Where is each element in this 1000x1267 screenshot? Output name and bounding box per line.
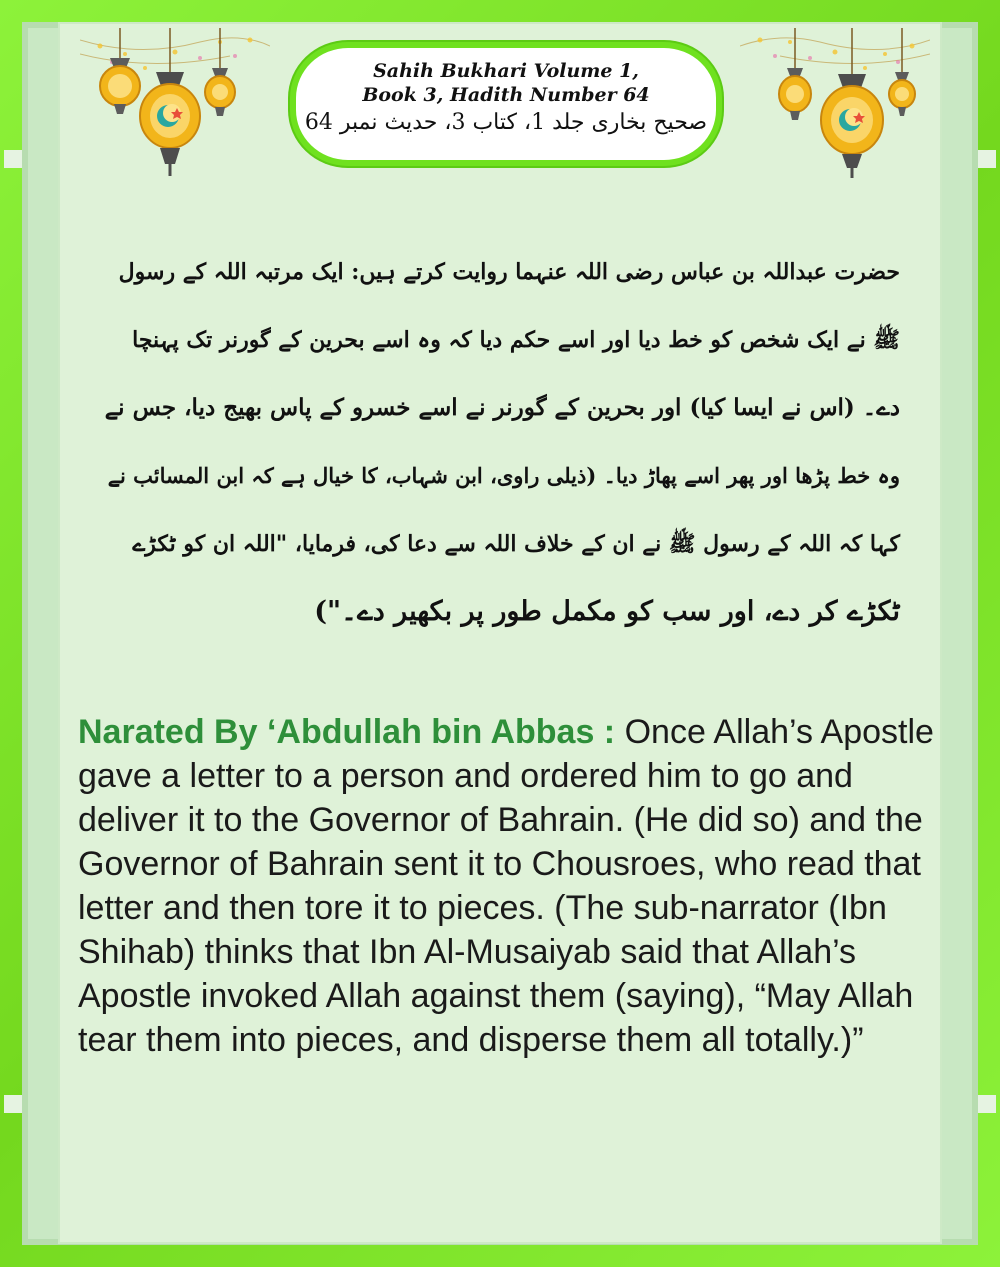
lantern-icon: [779, 28, 811, 120]
urdu-hadith-text: [100, 238, 900, 646]
book-title-line1: Sahih Bukhari Volume 1,: [373, 60, 639, 82]
lantern-decoration-right: [740, 28, 930, 178]
urdu-line: وہ خط پڑھا اور پھر اسے پھاڑ دیا۔ (ذیلی راوی، ابن شہاب، کا خیال ہے کہ ابن المسائب نے: [107, 463, 900, 488]
frame-notch: [4, 150, 22, 168]
urdu-line: دے۔ (اس نے ایسا کیا) اور بحرین کے گورنر نے اسے خسرو کے پاس بھیج دیا، جس نے: [104, 394, 900, 421]
urdu-line: کہا کہ اللہ کے رسول ﷺ نے ان کے خلاف اللہ سے دعا کی، فرمایا، "اللہ ان کو ٹکڑے: [132, 531, 900, 557]
frame-notch: [978, 150, 996, 168]
english-hadith-body: Once Allah’s Apostle gave a letter to a person and ordered him to go and deliver it to the Governor of Bahrain. (He did so) and the Governor of Bahrain sent it to Chousroes, who read that letter and then tore it to pieces. (The sub-narrator (Ibn Shihab) thinks that Ibn Al-Musaiyab said that Allah’s Apostle invoked Allah against them (saying), “May Allah tear them into pieces, and disperse them all totally.)”: [78, 713, 934, 1059]
lantern-icon: [889, 28, 915, 116]
book-title-line2: Book 3, Hadith Number 64: [362, 84, 650, 106]
frame-notch: [978, 1095, 996, 1113]
urdu-line: حضرت عبداللہ بن عباس رضی اللہ عنہما روایت کرتے ہیں: ایک مرتبہ اللہ کے رسول: [118, 259, 900, 285]
book-title-urdu: صحیح بخاری جلد 1، کتاب 3، حدیث نمبر 64: [304, 110, 708, 135]
urdu-line: ٹکڑے کر دے، اور سب کو مکمل طور پر بکھیر دے۔"): [314, 596, 900, 627]
urdu-line: ﷺ نے ایک شخص کو خط دیا اور اسے حکم دیا کہ وہ اسے بحرین کے گورنر تک پہنچا: [132, 327, 900, 353]
english-hadith-text: [78, 710, 938, 1062]
lantern-icon: [205, 28, 235, 116]
lantern-icon: [821, 28, 883, 178]
narrator-label: Narated By ‘Abdullah bin Abbas :: [78, 713, 616, 751]
frame-notch: [4, 1095, 22, 1113]
lantern-icon: [100, 28, 140, 114]
title-plaque: [290, 42, 722, 166]
lantern-decoration-left: [80, 28, 270, 178]
lantern-icon: [140, 28, 200, 176]
